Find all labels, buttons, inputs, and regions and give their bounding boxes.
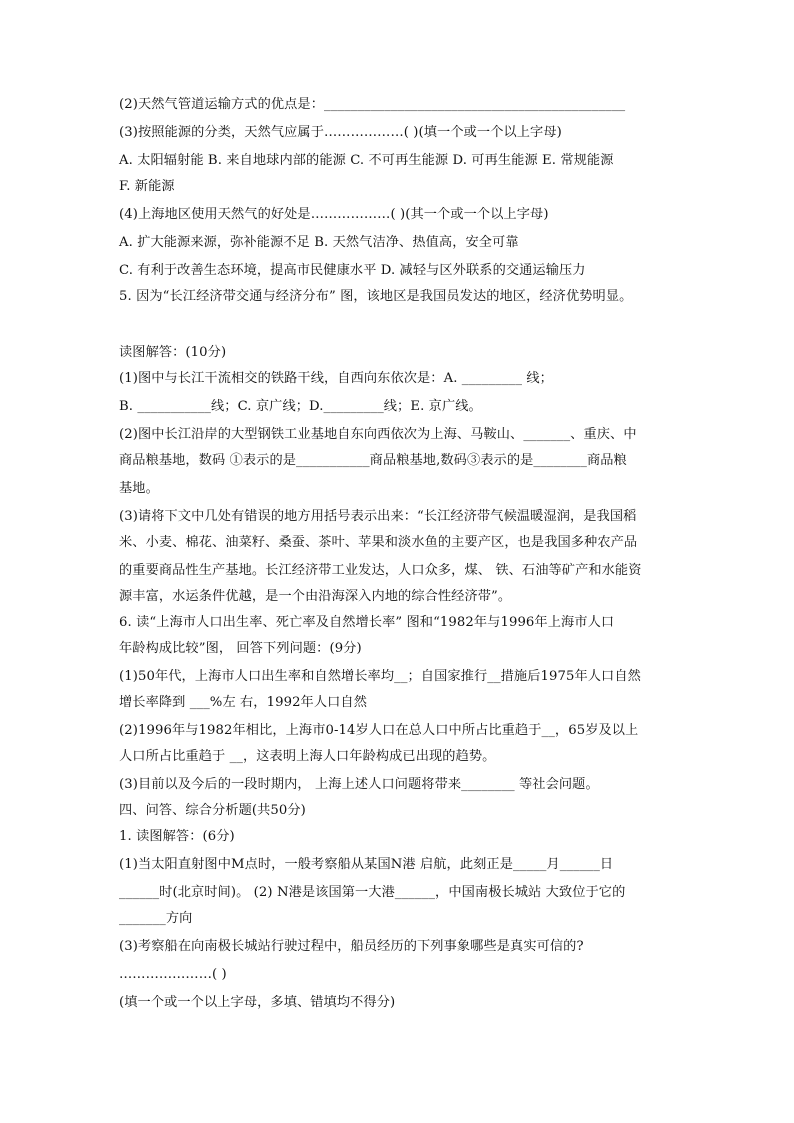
q5-2-text-cont: 商品粮基地，数码 ①表示的是___________商品粮基地,数码③表示的是________商品粮: [119, 453, 627, 468]
q6-3-text: (3)目前以及今后的一段时期内， 上海上述人口问题将带来________ 等社会问题。: [119, 777, 599, 792]
q4-3-option-f: F. 新能源: [119, 179, 175, 194]
q5-3-text-cont1: 米、小麦、棉花、油菜籽、桑蚕、茶叶、苹果和淡水鱼的主要产区，也是我国多种农产品: [119, 535, 638, 550]
q6-2-text-cont: 人口所占比重趋于 __，这表明上海人口年龄构成已出现的趋势。: [119, 749, 496, 764]
q5-3-text: (3)请将下文中几处有错误的地方用括号表示出来：“长江经济带气候温暖湿润，是我国稻: [119, 509, 637, 524]
q4-2-text: (2)天然气管道运输方式的优点是：_____________________________________________: [119, 97, 626, 112]
q5-intro: 5. 因为“长江经济带交通与经济分布” 图，该地区是我国员发达的地区，经济优势明显。: [119, 289, 633, 304]
s4-q1-1-text: (1)当太阳直射图中M点时，一般考察船从某国N港 启航，此刻正是_____月______日: [119, 857, 614, 872]
s4-q1-heading: 1. 读图解答：(6分): [119, 829, 235, 844]
q6-1-text-cont: 增长率降到 ___%左 右，1992年人口自然: [119, 695, 367, 710]
q6-intro: 6. 读“上海市人口出生率、死亡率及自然增长率” 图和“1982年与1996年上海市人口: [119, 615, 615, 630]
q5-heading: 读图解答：(10分): [119, 345, 227, 360]
q6-2-text: (2)1996年与1982年相比，上海市0-14岁人口在总人口中所占比重趋于__，65岁及以上: [119, 723, 639, 738]
q5-3-text-cont3: 源丰富，水运条件优越，是一个由沿海深入内地的综合性经济带”。: [119, 589, 512, 604]
section-4-heading: 四、问答、综合分析题(共50分): [119, 803, 306, 818]
q5-1-text: (1)图中与长江干流相交的铁路干线，自西向东依次是：A. _________ 线；: [119, 371, 553, 386]
q4-3-options-a-e: A. 太阳辐射能 B. 来自地球内部的能源 C. 不可再生能源 D. 可再生能源 E. 常规能源: [119, 153, 614, 168]
q4-4-options-a-b: A. 扩大能源来源，弥补能源不足 B. 天然气洁净、热值高，安全可靠: [119, 235, 519, 250]
q5-1-text-cont: B. ___________线；C. 京广线；D._________线；E. 京广线。: [119, 399, 482, 414]
q5-2-text: (2)图中长江沿岸的大型钢铁工业基地自东向西依次为上海、马鞍山、_______、重庆、中: [119, 427, 637, 442]
s4-q1-2-text-cont: _______方向: [119, 911, 193, 926]
s4-q1-2-text: ______时(北京时间)。 (2) N港是该国第一大港______，中国南极长城站 大致位于它的: [119, 885, 626, 900]
q5-2-text-end: 基地。: [119, 481, 159, 496]
q6-1-text: (1)50年代，上海市人口出生率和自然增长率均__；自国家推行__措施后1975年人口自然: [119, 669, 641, 684]
s4-q1-3-text: (3)考察船在向南极长城站行驶过程中，船员经历的下列事象哪些是真实可信的?: [119, 939, 584, 954]
s4-q1-3-answer-slot: …………………( ): [119, 967, 227, 982]
q4-4-options-c-d: C. 有利于改善生态环境，提高市民健康水平 D. 减轻与区外联系的交通运输压力: [119, 263, 586, 278]
q5-3-text-cont2: 的重要商品性生产基地。长江经济带工业发达，人口众多，煤、 铁、石油等矿产和水能资: [119, 563, 642, 578]
s4-q1-3-instruction: (填一个或一个以上字母，多填、错填均不得分): [119, 995, 396, 1010]
q4-4-text: (4)上海地区使用天然气的好处是………………( )(其一个或一个以上字母): [119, 207, 549, 222]
q6-intro-cont: 年龄构成比较”图， 回答下列问题：(9分): [119, 641, 362, 656]
q4-3-text: (3)按照能源的分类，天然气应属于………………( )(填一个或一个以上字母): [119, 125, 562, 140]
